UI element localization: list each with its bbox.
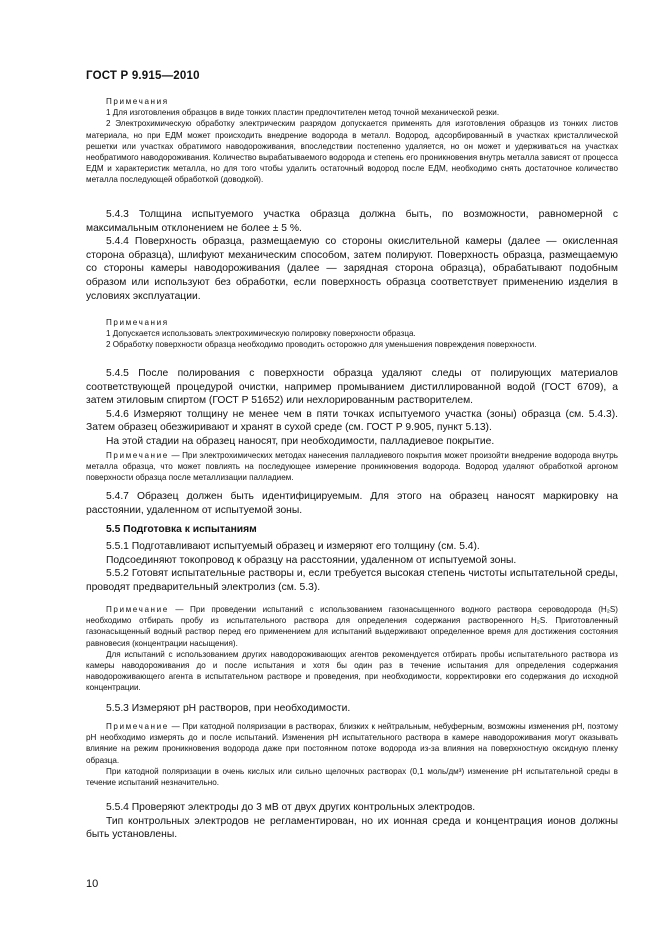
note-item: 2 Обработку поверхности образца необходимо проводить осторожно для уменьшения повреждения поверхности.	[106, 340, 537, 350]
note-item: 1 Допускается использовать электрохимическую полировку поверхности образца.	[106, 329, 416, 339]
paragraphs-5-5-1-to-5-5-2	[86, 540, 618, 594]
paragraph-5-4-7: 5.4.7 Образец должен быть идентифицируемым. Для этого на образец наносят маркировку на расстоянии, удаленном от испытуемой зоны.	[86, 491, 618, 516]
paragraph-5-5-4-block	[86, 801, 618, 842]
paragraph-5-4-4: 5.4.4 Поверхность образца, размещаемую со стороны окислительной камеры (далее — окисленная сторона образца), шлифуют механическим способом, затем полируют. Поверхность образца, размещаемую со стороны камеры наводороживания (далее — зарядная сторона образца), обрабатывают подобным образом или используют без обработки, если поверхность образца соответствует применению изделия в условиях эксплуатации.	[86, 236, 618, 302]
notes-block-2	[86, 317, 618, 351]
paragraph-5-4-5: 5.4.5 После полирования с поверхности образца удаляют следы от полирующих материалов соответствующей процедурой очистки, например промыванием дистиллированной водой (ГОСТ 6709), а затем этиловым спиртом (ГОСТ Р 51652) или нехлорированным растворителем.	[86, 368, 618, 407]
note-text	[86, 604, 618, 649]
paragraphs-5-4-5-to-5-4-6	[86, 367, 618, 449]
paragraphs-5-4-3-to-5-4-4	[86, 208, 618, 303]
page-header-title: ГОСТ Р 9.915—2010	[86, 70, 200, 82]
note-text-continued: При катодной поляризации в очень кислых или сильно щелочных растворах (0,1 моль/дм³) изменение рН испытательной среды в течение испытаний незначительно.	[86, 766, 618, 788]
note-item: 1 Для изготовления образцов в виде тонких пластин предпочтителен метод точной механической резки.	[106, 108, 500, 118]
paragraph-5-4-6-continued: На этой стадии на образец наносят, при необходимости, палладиевое покрытие.	[106, 435, 495, 447]
section-5-5-block	[86, 523, 618, 537]
paragraph-5-4-7-block	[86, 490, 618, 517]
notes-block-1	[86, 96, 618, 186]
note-text	[86, 450, 618, 484]
note-body: — При проведении испытаний с использованием газонасыщенного водного раствора сероводорода (H₂S) необходимо отбирать пробу из испытательного раствора для определения содержания растворенного H₂S. Приготовленный газонасыщенный водный раствор перед его применением для испытаний выдерживают определенное время для достижения состояния равновесия (концентрации насыщения).	[86, 605, 618, 648]
paragraph-5-5-3: 5.5.3 Измеряют рН растворов, при необходимости.	[106, 703, 351, 714]
notes-heading: Примечания	[106, 97, 169, 106]
paragraph-5-5-4-continued: Тип контрольных электродов не регламентирован, но их ионная среда и концентрация ионов должны быть установлены.	[86, 815, 618, 841]
paragraph-5-5-3-block	[86, 702, 618, 716]
note-block-3	[86, 450, 618, 484]
note-block-4	[86, 604, 618, 694]
note-text	[86, 721, 618, 766]
section-heading-5-5: 5.5 Подготовка к испытаниям	[106, 524, 257, 535]
note-label: Примечание	[106, 451, 169, 460]
note-item: 2 Электрохимическую обработку электрическим разрядом допускается применять для изготовления образцов из тонких листов материала, но при ЕДМ может происходить внедрение водорода в металл. Водород, адсорбированный в участках кристаллической решетки или участках обратимого наводороживания, впоследствии постепенно удаляется, но он может и удерживаться на участках необратимого наводороживания. Количество вырабатываемого водорода и степень его проникновения внутрь металла зависят от процесса ЕДМ и характеристик металла, но для того чтобы удалить остаточный водород после ЕДМ, необходимо снять достаточное количество металла последующей обработкой (доводкой).	[86, 119, 618, 185]
page-number: 10	[86, 878, 99, 890]
paragraph-5-4-6: 5.4.6 Измеряют толщину не менее чем в пяти точках испытуемого участка (зоны) образца (см. 5.4.3). Затем образец обезжиривают и хранят в сухой среде (см. ГОСТ Р 9.905, пункт 5.13).	[86, 408, 618, 434]
note-label: Примечание	[106, 605, 169, 614]
note-label: Примечание	[106, 722, 169, 731]
note-body: — При катодной поляризации в растворах, близких к нейтральным, небуферным, возможны изменения рН, поэтому рН необходимо измерять до и после испытаний. Изменения рН испытательного раствора в камере наводороживания могут оказывать влияние на режим проникновения водорода даже при постоянном потоке водорода из-за влияния на поверхностную оксидную пленку образца.	[86, 722, 618, 765]
paragraph-5-4-3: 5.4.3 Толщина испытуемого участка образца должна быть, по возможности, равномерной с максимальным отклонением не более ± 5 %.	[86, 209, 618, 234]
note-block-5	[86, 721, 618, 788]
paragraph-5-5-4: 5.5.4 Проверяют электроды до 3 мВ от двух других контрольных электродов.	[106, 802, 476, 813]
paragraph-5-5-2: 5.5.2 Готовят испытательные растворы и, если требуется высокая степень чистоты испытательной среды, проводят предварительный электролиз (см. 5.3).	[86, 568, 618, 593]
note-text-continued: Для испытаний с использованием других наводороживающих агентов рекомендуется отбирать пробы испытательного раствора из камеры наводороживания до и после испытания и хотя бы один раз в течение испытания для определения содержания наводороживающего агента в испытательном растворе и проведения, при необходимости, корректировки его содержания до исходной концентрации.	[86, 649, 618, 693]
paragraph-5-5-1: 5.5.1 Подготавливают испытуемый образец и измеряют его толщину (см. 5.4).	[106, 541, 480, 552]
notes-heading: Примечания	[106, 318, 169, 327]
paragraph-5-5-1-continued: Подсоединяют токопровод к образцу на расстоянии, удаленном от испытуемой зоны.	[106, 554, 517, 566]
note-body: — При электрохимических методах нанесения палладиевого покрытия может произойти внедрение водорода внутрь металла образца, что может повлиять на последующее измерение проникновения водорода. Водород удаляют обработкой аргоном поверхности образца после металлизации палладием.	[86, 451, 618, 483]
